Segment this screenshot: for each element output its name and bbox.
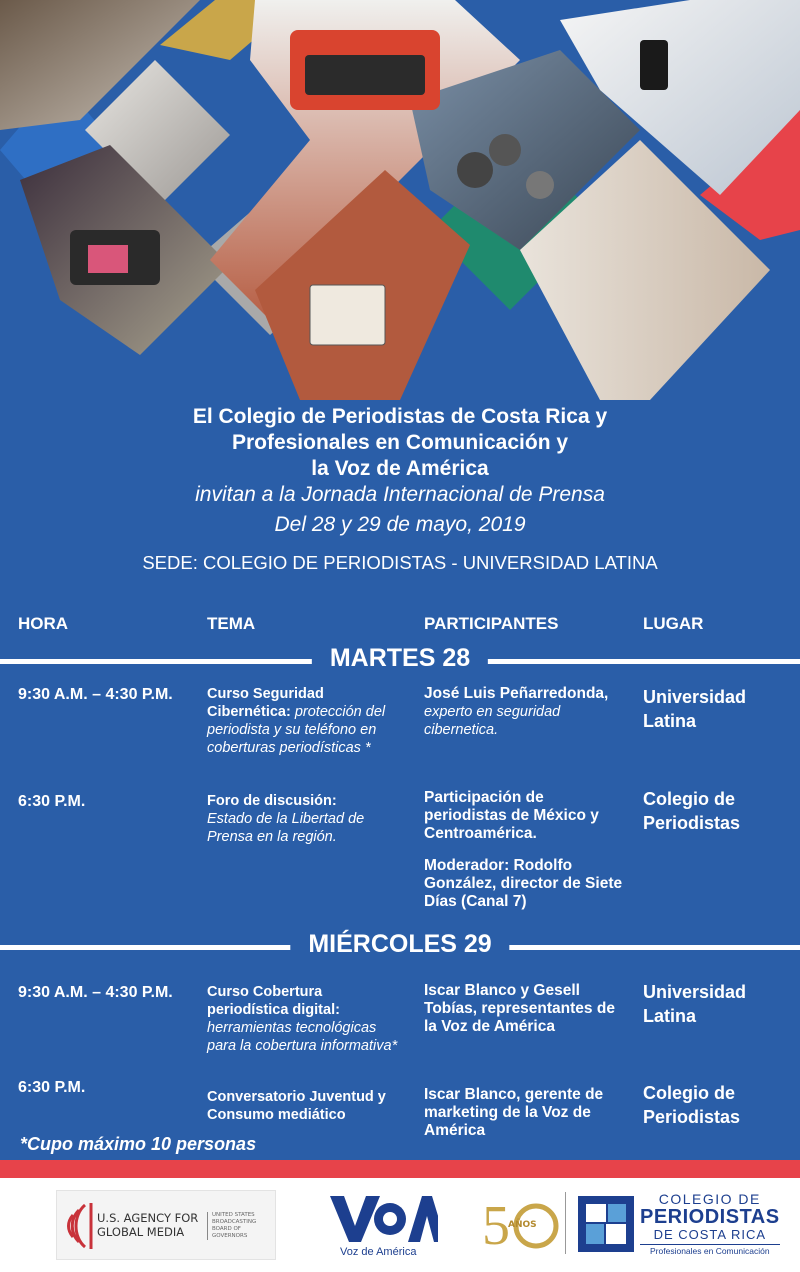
event-dates: Del 28 y 29 de mayo, 2019 xyxy=(274,513,526,536)
colegio-line-1: COLEGIO DE xyxy=(658,1191,761,1207)
topic-title: Curso Seguridad Cibernética: xyxy=(207,686,324,720)
session-participants xyxy=(424,982,624,1036)
location-line-1: Universidad xyxy=(643,687,747,707)
session-time: 6:30 P.M. xyxy=(18,1079,86,1096)
usagm-line-2: GLOBAL MEDIA xyxy=(97,1225,185,1239)
organizers-line-1: El Colegio de Periodistas de Costa Rica y xyxy=(192,405,608,428)
bbg-line-2: BROADCASTING xyxy=(212,1219,257,1225)
participant-group: Iscar Blanco y Gesell Tobías, representantes de la Voz de América xyxy=(424,982,615,1035)
colegio-line-2: PERIODISTAS xyxy=(640,1206,780,1228)
moderator: Moderador: Rodolfo González, director de Siete Días (Canal 7) xyxy=(424,857,623,910)
fifty-years-word: AÑOS xyxy=(508,1220,537,1230)
organizers-line-3: la Voz de América xyxy=(311,457,489,480)
colegio-wordmark xyxy=(640,1192,780,1256)
intro-block xyxy=(0,404,800,538)
session-topic xyxy=(207,1088,407,1124)
bbg-legacy-mark xyxy=(207,1212,256,1240)
colegio-emblem-icon xyxy=(576,1194,636,1254)
day-divider-miercoles xyxy=(0,930,800,962)
session-topic xyxy=(207,685,407,757)
topic-title: Curso Cobertura periodística digital: xyxy=(207,984,340,1018)
participant-name: José Luis Peñarredonda, xyxy=(424,685,609,702)
logo-divider xyxy=(565,1192,566,1254)
session-time: 9:30 A.M. – 4:30 P.M. xyxy=(18,984,173,1001)
location-line-2: Latina xyxy=(643,1006,697,1026)
fifty-years-logo xyxy=(480,1188,560,1258)
topic-title: Conversatorio Juventud y Consumo mediático xyxy=(207,1089,386,1123)
voa-logo xyxy=(328,1192,438,1262)
session-location xyxy=(643,787,793,835)
voa-mark-icon xyxy=(328,1192,438,1244)
sponsor-footer xyxy=(0,1178,800,1272)
column-header-hora: HORA xyxy=(18,614,69,633)
usagm-line-1: U.S. AGENCY FOR xyxy=(97,1211,199,1225)
location-line-1: Colegio de xyxy=(643,1083,736,1103)
session-participants xyxy=(424,789,624,911)
day-divider-martes xyxy=(0,644,800,676)
invitation-line: invitan a la Jornada Internacional de Prensa xyxy=(195,483,605,506)
participant-role: experto en seguridad cibernetica. xyxy=(424,704,561,738)
session-time: 9:30 A.M. – 4:30 P.M. xyxy=(18,686,173,703)
organizers-line-2: Profesionales en Comunicación y xyxy=(231,431,569,454)
session-participants xyxy=(424,1086,624,1140)
footer-red-bar xyxy=(0,1160,800,1178)
svg-text:5: 5 xyxy=(482,1195,510,1257)
column-header-lugar: LUGAR xyxy=(643,614,704,633)
column-header-participantes: PARTICIPANTES xyxy=(424,614,559,633)
colegio-line-4: Profesionales en Comunicación xyxy=(640,1244,780,1256)
bbg-line-3: BOARD OF xyxy=(212,1226,241,1232)
capacity-note: *Cupo máximo 10 personas xyxy=(20,1134,257,1154)
location-line-1: Colegio de xyxy=(643,789,736,809)
usagm-logo xyxy=(56,1190,276,1260)
header-photo-collage xyxy=(0,0,800,400)
session-topic xyxy=(207,792,407,846)
day-label: MIÉRCOLES 29 xyxy=(290,930,509,959)
colegio-line-3: DE COSTA RICA xyxy=(653,1227,767,1242)
topic-detail: protección del periodista y su teléfono en coberturas periodísticas * xyxy=(207,704,386,756)
location-line-1: Universidad xyxy=(643,982,747,1002)
column-header-tema: TEMA xyxy=(207,614,256,633)
venue-line: SEDE: COLEGIO DE PERIODISTAS - UNIVERSIDAD LATINA xyxy=(142,552,658,573)
bbg-line-4: GOVERNORS xyxy=(212,1233,248,1239)
colegio-periodistas-logo xyxy=(574,1190,780,1262)
session-location xyxy=(643,1081,793,1129)
location-line-2: Periodistas xyxy=(643,813,741,833)
participant-group: Iscar Blanco, gerente de marketing de la Voz de América xyxy=(424,1086,604,1139)
usagm-name xyxy=(97,1211,198,1239)
participant-group: Participación de periodistas de México y Centroamérica. xyxy=(424,789,599,842)
usagm-waves-icon xyxy=(63,1201,99,1251)
location-line-2: Periodistas xyxy=(643,1107,741,1127)
session-location xyxy=(643,685,793,733)
topic-detail: herramientas tecnológicas para la cobertura informativa* xyxy=(207,1020,398,1054)
session-location xyxy=(643,980,793,1028)
day-label: MARTES 28 xyxy=(312,644,488,673)
session-topic xyxy=(207,983,407,1055)
topic-title: Foro de discusión: xyxy=(207,793,337,809)
session-participants xyxy=(424,685,624,739)
location-line-2: Latina xyxy=(643,711,697,731)
topic-detail: Estado de la Libertad de Prensa en la región. xyxy=(207,811,365,845)
session-time: 6:30 P.M. xyxy=(18,793,86,810)
voa-caption: Voz de América xyxy=(340,1246,417,1258)
bbg-line-1: UNITED STATES xyxy=(212,1212,255,1218)
